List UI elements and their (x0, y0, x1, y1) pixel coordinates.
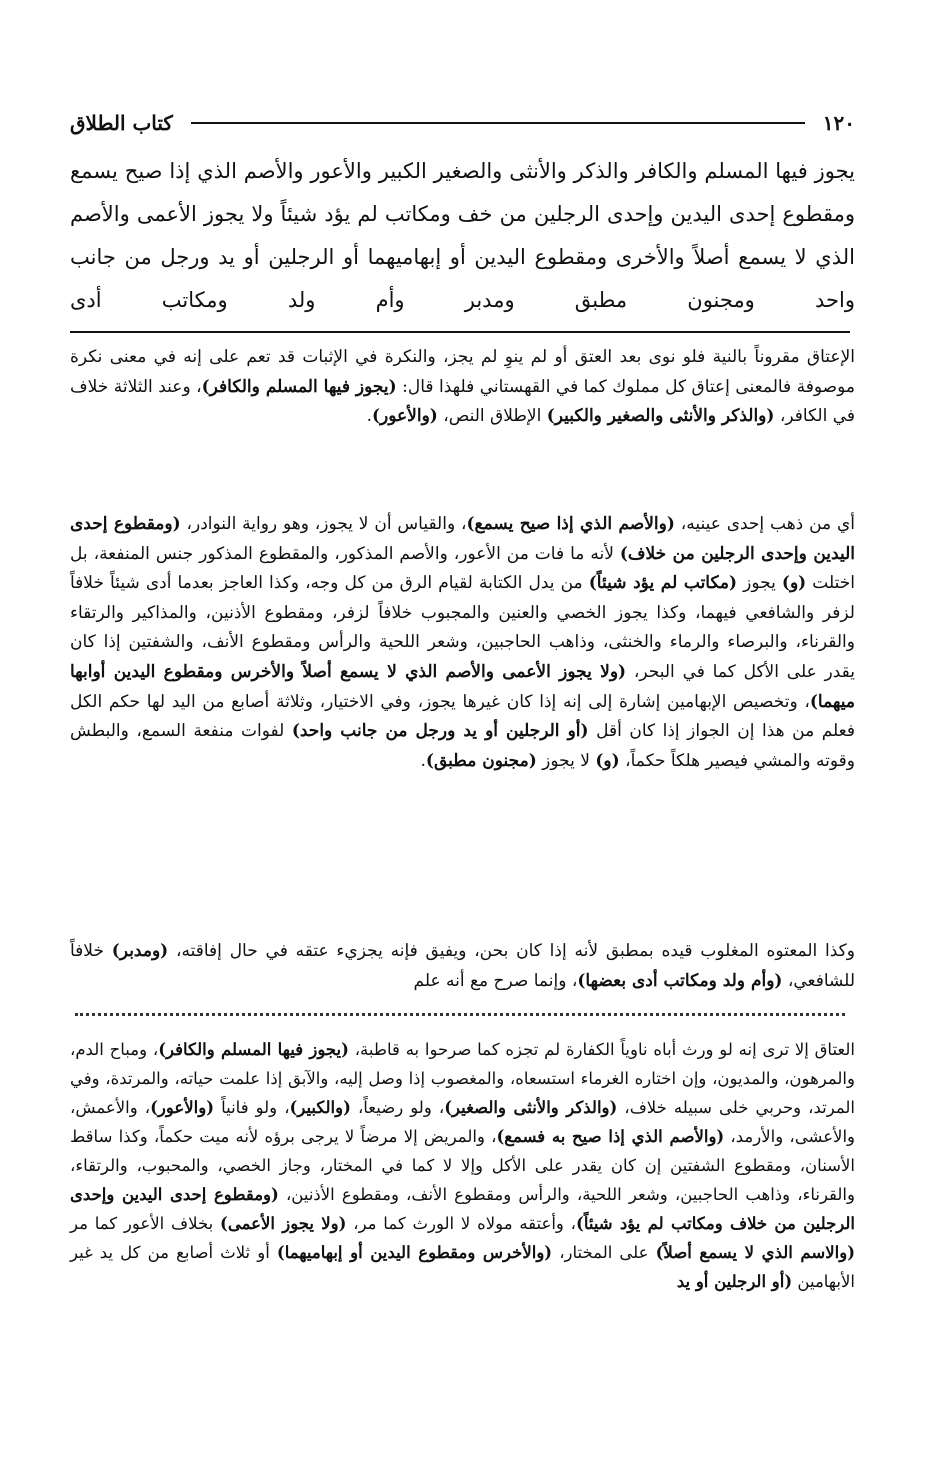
quoted-text-segment: (والأعور) (150, 1098, 215, 1117)
commentary-paragraph-2 (70, 510, 855, 776)
quoted-text-segment: (وأم ولد ومكاتب أدى بعضها) (577, 970, 783, 991)
text-segment: أو ثلاث أصابع من كل يد غير الأبهامين (70, 1243, 855, 1291)
text-segment: العتاق إلا ترى إنه لو ورث أباه ناوياً الكفارة لم تجزه كما صرحوا به قاطبة، (348, 1040, 856, 1059)
main-text (70, 150, 855, 322)
text-segment: لا يجوز (536, 750, 596, 771)
quoted-text-segment: (والأعور) (372, 406, 438, 427)
footnote-paragraph (70, 1035, 855, 1296)
quoted-text-segment: (ومقطوع إحدى اليدين وإحدى الرجلين من خلاف) (70, 514, 855, 564)
chapter-title: كتاب الطلاق (70, 111, 173, 135)
quoted-text-segment: (ومقطوع إحدى اليدين وإحدى الرجلين من خلاف ومكاتب لم يؤد شيئاً) (70, 1185, 856, 1233)
quoted-text-segment: (والذكر والأنثى والصغير والكبير) (546, 406, 775, 427)
quoted-text-segment: (والأصم الذي إذا صيح به فسمع) (496, 1127, 725, 1146)
text-segment: ، وأعتقه مولاه لا الورث كما مر، (346, 1214, 577, 1233)
quoted-text-segment: (مجنون مطبق) (425, 750, 537, 771)
quoted-text-segment: (ولا يجوز الأعمى) (220, 1214, 347, 1233)
footnote-block (70, 1035, 855, 1296)
text-segment: ، وعند الثلاثة خلاف في الكافر، (70, 376, 855, 427)
quoted-text-segment: (يجوز فيها المسلم والكافر) (201, 376, 397, 397)
commentary-block-2 (70, 510, 855, 776)
commentary-paragraph-3 (70, 937, 855, 996)
text-segment: ، والمريض إلا مرضاً لا يرجى برؤه لأنه ميت حكماً، وكذا ساقط الأسنان، ومقطوع الشفتين إن كان يقدر على الأكل وإلا لا كما في المختار، وجاز الخصي، والمحبوب، والرتقاء، والقرناء، وذاهب الحاجبين، وشعر اللحية، والرأس ومقطوع الأنف، ومقطوع الأذنين، (70, 1127, 855, 1204)
text-segment: لأنه ما فات من الأعور، والأصم المذكور، والمقطوع المذكور جنس المنفعة، بل اختلت (70, 543, 855, 594)
text-segment: ، وإنما صرح مع أنه علم (413, 970, 578, 991)
text-segment: . (366, 406, 372, 427)
text-segment: ، ولو فانياً (214, 1098, 290, 1117)
text-segment: أي من ذهب إحدى عينيه، (674, 514, 855, 534)
header-rule (191, 122, 805, 124)
text-segment: ، ولو رضيعاً، (350, 1098, 445, 1117)
text-segment: خلافاً للشافعي، (70, 941, 855, 991)
quoted-text-segment: (والذكر والأنثى والصغير) (444, 1098, 618, 1117)
section-divider (70, 331, 850, 333)
commentary-block-1 (70, 343, 855, 432)
text-segment: الإطلاق النص، (437, 406, 547, 427)
page-number: ١٢٠ (822, 111, 855, 135)
text-segment: من يدل الكتابة لقيام الرق من كل وجه، وكذا العاجز بعدما أدى شيئاً خلافاً لزفر والشافعي فيهما، وكذا يجوز الخصي والعنين والمجبوب خلافاً لزفر، ومقطوع الأذنين، والمذاكير والرتقاء والقرناء، والبرصاء والرماء والخنثى، وذاهب الحاجبين، وشعر اللحية والرأس ومقطوع الأنف، والشفتين إذا كان يقدر على الأكل كما في البحر، (70, 573, 855, 682)
quoted-text-segment: (والأصم الذي إذا صيح يسمع) (466, 514, 675, 534)
quoted-text-segment: (و) (781, 573, 807, 594)
text-segment: على المختار، (552, 1243, 656, 1262)
quoted-text-segment: (و) (595, 750, 620, 771)
text-segment: ، ومباح الدم، والمرهون، والمديون، وإن اختاره الغرماء استسعاه، والمغصوب إذا وصل إليه، والآبق إذا علمت حياته، والمرتدة، وفي المرتد، وحربي خلى سبيله خلاف، (70, 1040, 856, 1117)
quoted-text-segment: (يجوز فيها المسلم والكافر) (158, 1040, 349, 1059)
text-segment: ، والقياس أن لا يجوز، وهو رواية النوادر، (180, 514, 467, 534)
quoted-text-segment: (مكاتب لم يؤد شيئاً) (588, 573, 738, 594)
page-header (70, 108, 855, 138)
quoted-text-segment: (أو الرجلين أو يد ورجل من جانب واحد) (291, 721, 589, 742)
text-segment: ، وتخصيص الإبهامين إشارة إلى إنه إذا كان غيرها يجوز، وفي الاختيار، وثلاثة أصابع من اليد لها حكم الكل فعلم من هذا إن الجواز إذا كان أقل (70, 691, 855, 742)
text-segment: ، والأعمش، والأعشى، والأرمد، (70, 1098, 855, 1146)
text-segment: . (420, 750, 426, 771)
quoted-text-segment: (ولا يجوز الأعمى والأصم الذي لا يسمع أصلاً والأخرس ومقطوع اليدين أوابها ميهما) (70, 661, 855, 712)
text-segment: الإعتاق مقروناً بالنية فلو نوى بعد العتق أو لم ينوِ لم يجز، والنكرة في الإثبات قد تعم على إنه في معنى نكرة موصوفة فالمعنى إعتاق كل مملوك كما في القهستاني فلهذا قال: (70, 347, 855, 397)
commentary-block-3 (70, 937, 855, 996)
text-segment: يجوز (737, 573, 782, 594)
quoted-text-segment: (والأخرس ومقطوع اليدين أو إبهاميهما) (276, 1243, 553, 1262)
text-segment: وكذا المعتوه المغلوب قيده بمطبق لأنه إذا كان بحن، ويفيق فإنه يجزيء عتقه في حال إفاقته، (168, 941, 855, 961)
text-segment: لفوات منفعة السمع، والبطش وقوته والمشي فيصير هلكاً حكماً، (70, 721, 855, 771)
quoted-text-segment: (ومدبر) (111, 941, 169, 961)
main-text-paragraph: يجوز فيها المسلم والكافر والذكر والأنثى والصغير الكبير والأعور والأصم الذي إذا صيح يسمع ومقطوع إحدى اليدين وإحدى الرجلين من خف ومكاتب لم يؤد شيئاً ولا يجوز الأعمى والأصم الذي لا يسمع أصلاً والأخرى ومقطوع اليدين أو إبهاميهما أو الرجلين أو يد ورجل من جانب واحد ومجنون مطبق ومدبر وأم ولد ومكاتب أدى (70, 159, 855, 312)
quoted-text-segment: (والكبير) (289, 1098, 351, 1117)
quoted-text-segment: (أو الرجلين أو يد (676, 1272, 793, 1291)
commentary-paragraph-1 (70, 343, 855, 432)
dotted-divider (75, 1013, 845, 1016)
text-segment: بخلاف الأعور كما مر (70, 1214, 221, 1233)
quoted-text-segment: (والاسم الذي لا يسمع أصلاً) (655, 1243, 856, 1262)
